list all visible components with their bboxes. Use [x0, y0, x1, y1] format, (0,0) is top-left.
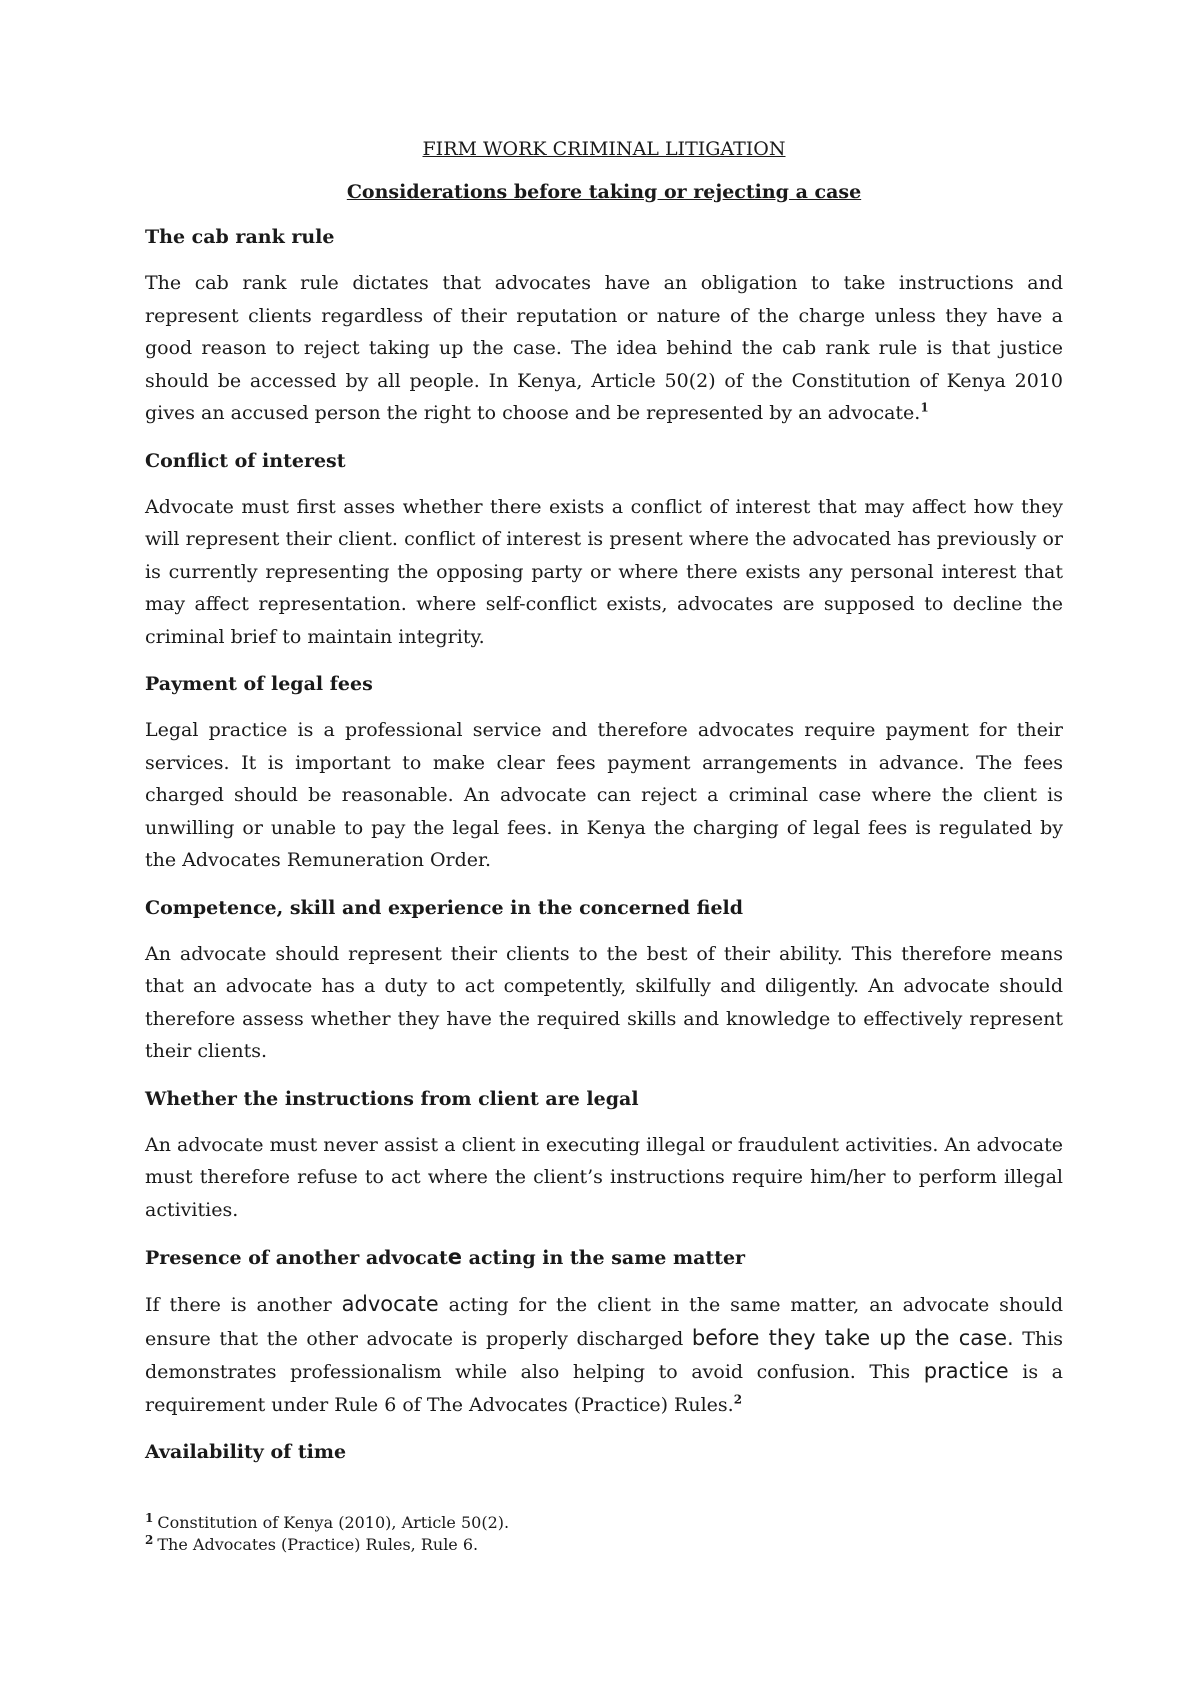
text-part-7: is a requirement under Rule 6 of The Advocates (Practice) Rules. — [145, 1361, 1064, 1416]
section-heading-time: Availability of time — [145, 1441, 347, 1463]
footnote-2 — [145, 1534, 1063, 1556]
section-text-conflict: Advocate must first asses whether there exists a conflict of interest that may affect how they will represent their client. conflict of interest is present where the advocated has previously or is currently representing the opposing party or where there exists any personal interest that may affect representation. where self-conflict exists, advocates are supposed to decline the criminal brief to maintain integrity. — [145, 495, 1063, 648]
footnotes — [145, 1512, 1063, 1556]
footnote-text-1: Constitution of Kenya (2010), Article 50(2). — [157, 1513, 510, 1532]
section-text-fees: Legal practice is a professional service and therefore advocates require payment for their services. It is important to make clear fees payment arrangements in advance. The fees charged should be reasonable. An advocate can reject a criminal case where the client is unwilling or unable to pay the legal fees. in Kenya the charging of legal fees is regulated by the Advocates Remuneration Order. — [145, 719, 1063, 871]
section-heading-another-advocate — [145, 1242, 1063, 1273]
section-text-cab-rank — [145, 267, 1063, 430]
heading-part-2: e — [447, 1245, 463, 1269]
text-part-5: This demonstrates professionalism while also helping to avoid confusion. This — [145, 1327, 1063, 1383]
section-heading-cab-rank: The cab rank rule — [145, 226, 335, 248]
section-text-competence: An advocate should represent their clients to the best of their ability. This therefore means that an advocate has a duty to act competently, skilfully and diligently. An advocate should therefore assess whether they have the required skills and knowledge to effectively represent their clients. — [145, 942, 1063, 1062]
section-heading-competence: Competence, skill and experience in the concerned field — [145, 896, 744, 919]
text-part-6: practice — [923, 1359, 1009, 1383]
text-part-1: If there is another — [145, 1294, 342, 1316]
heading-part-3: acting in the same matter — [462, 1247, 746, 1269]
cab-rank-body: The cab rank rule dictates that advocates have an obligation to take instructions and represent clients regardless of their reputation or nature of the charge unless they have a good reason to reject taking up the case. The idea behind the cab rank rule is that justice should be accessed by all people. In Kenya, Article 50(2) of the Constitution of Kenya 2010 gives an accused person the right to choose and be represented by an advocate. — [145, 272, 1063, 424]
section-heading-conflict: Conflict of interest — [145, 449, 346, 472]
text-part-3: acting for the client in the same matter, an advocate should ensure that the other advocate is properly discharged — [145, 1294, 1063, 1350]
footnote-num-1: 1 — [145, 1510, 154, 1525]
page-title: FIRM WORK CRIMINAL LITIGATION — [422, 138, 786, 160]
footnote-ref-2[interactable]: 2 — [733, 1392, 743, 1407]
section-heading-legality: Whether the instructions from client are legal — [145, 1087, 639, 1110]
heading-part-1: Presence of another advocat — [145, 1247, 448, 1269]
footnote-ref-1[interactable]: 1 — [920, 400, 929, 415]
text-part-2: advocate — [341, 1292, 439, 1316]
document-body — [145, 138, 1063, 1482]
text-part-4: before they take up the case. — [691, 1325, 1014, 1350]
section-text-another-advocate — [145, 1288, 1063, 1421]
footnote-text-2: The Advocates (Practice) Rules, Rule 6. — [157, 1535, 479, 1554]
section-heading-fees: Payment of legal fees — [145, 673, 373, 695]
section-text-legality: An advocate must never assist a client in executing illegal or fraudulent activities. An advocate must therefore refuse to act where the client’s instructions require him/her to perform illegal activities. — [145, 1133, 1063, 1221]
footnote-num-2: 2 — [145, 1532, 154, 1547]
page-subtitle: Considerations before taking or rejecting a case — [346, 181, 862, 203]
footnote-1 — [145, 1512, 1063, 1534]
